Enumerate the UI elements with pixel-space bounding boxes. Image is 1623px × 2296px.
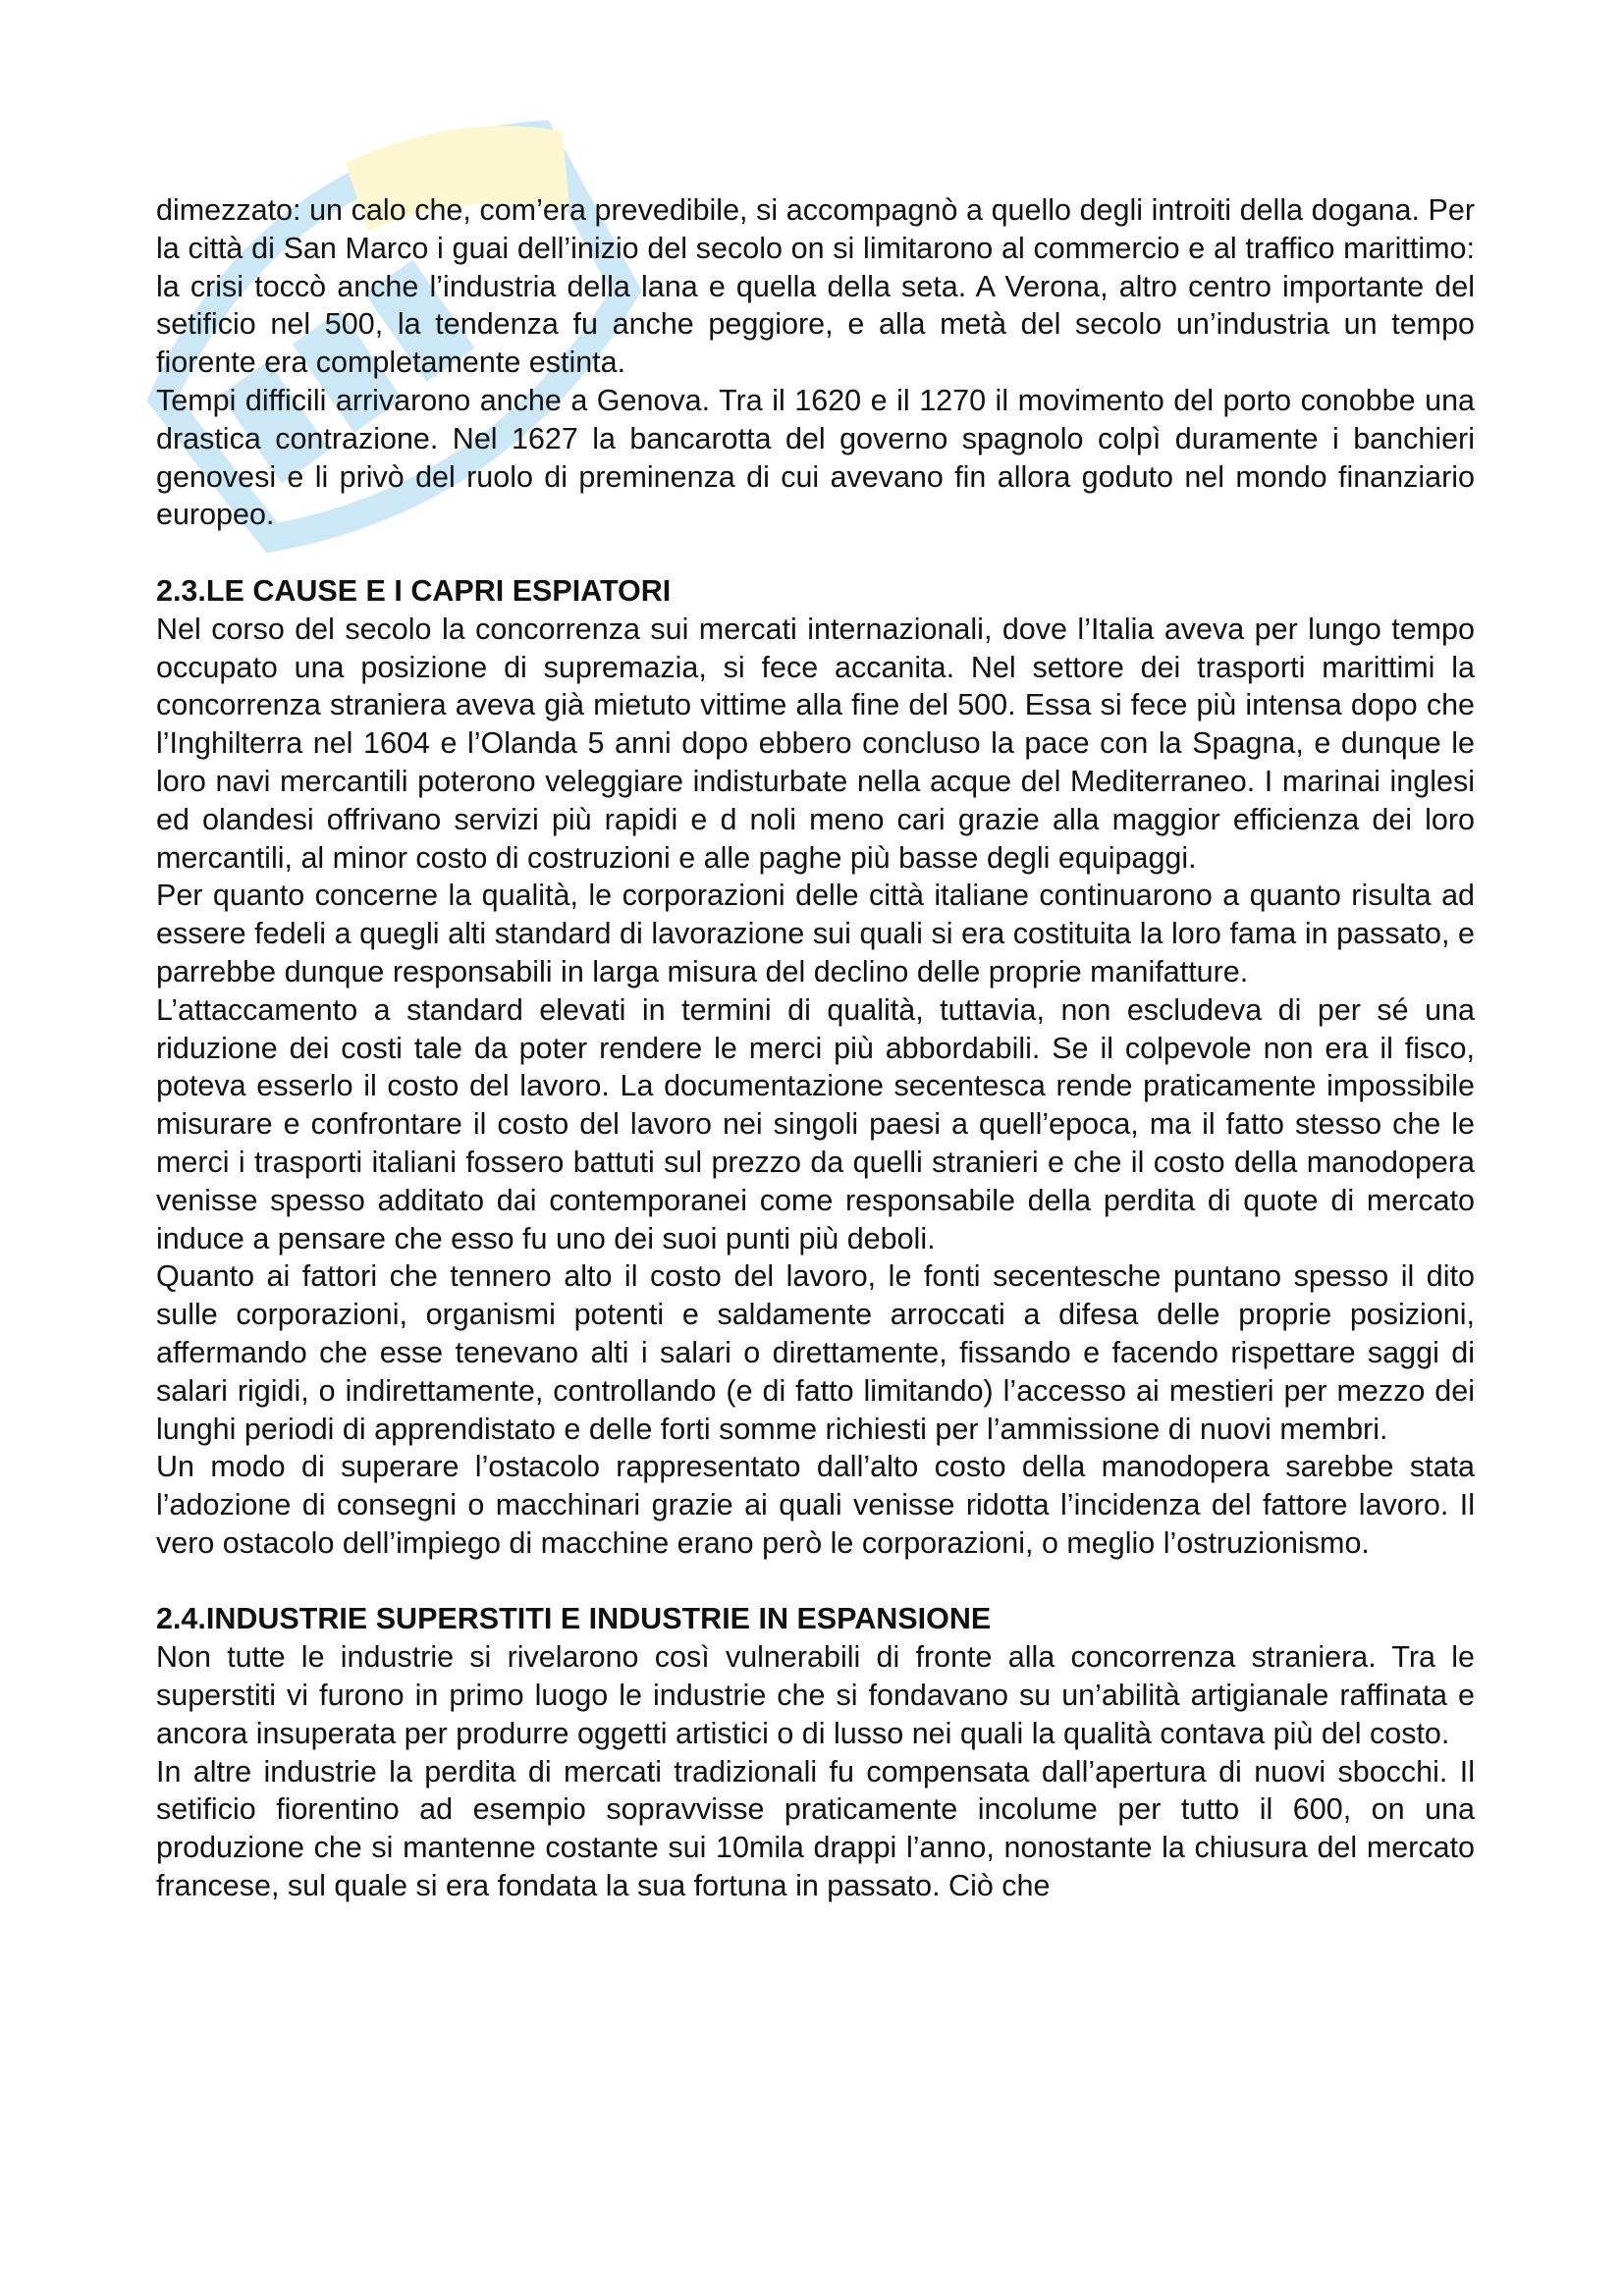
section-heading-2-3: 2.3.LE CAUSE E I CAPRI ESPIATORI [156,573,672,608]
paragraph: Quanto ai fattori che tennero alto il costo del lavoro, le fonti secentesche puntano spesso il dito sulle corporazioni, organismi potenti e saldamente arroccati a difesa delle proprie posizioni, affermando che esse tenevano alti i salari o direttamente, fissando e facendo rispettare saggi di salari rigidi, o indirettamente, controllando (e di fatto limitando) l’accesso ai mestieri per mezzo dei lunghi periodi di apprendistato e delle forti somme richiesti per l’ammissione di nuovi membri. [156,1259,1475,1446]
spacer [156,534,1475,572]
section-heading-2-4: 2.4.INDUSTRIE SUPERSTITI E INDUSTRIE IN ESPANSIONE [156,1602,992,1636]
paragraph: Nel corso del secolo la concorrenza sui mercati internazionali, dove l’Italia aveva per lungo tempo occupato una posizione di supremazia, si fece accanita. Nel settore dei trasporti marittimi la concorrenza straniera aveva già mietuto vittime alla fine del 500. Essa si fece più intensa dopo che l’Inghilterra nel 1604 e l’Olanda 5 anni dopo ebbero concluso la pace con la Spagna, e dunque le loro navi mercantili poterono veleggiare indisturbate nella acque del Mediterraneo. I marinai inglesi ed olandesi offrivano servizi più rapidi e d noli meno cari grazie alla maggior efficienza dei loro mercantili, al minor costo di costruzioni e alle paghe più basse degli equipaggi. [156,612,1475,875]
paragraph: Tempi difficili arrivarono anche a Genova. Tra il 1620 e il 1270 il movimento del porto conobbe una drastica contrazione. Nel 1627 la bancarotta del governo spagnolo colpì duramente i banchieri genovesi e li privò del ruolo di preminenza di cui avevano fin allora goduto nel mondo finanziario europeo. [156,383,1475,532]
paragraph: In altre industrie la perdita di mercati tradizionali fu compensata dall’apertura di nuovi sbocchi. Il setificio fiorentino ad esempio sopravvisse praticamente incolume per tutto il 600, on una produzione che si mantenne costante sui 10mila drappi l’anno, nonostante la chiusura del mercato francese, sul quale si era fondata la sua fortuna in passato. Ciò che [156,1754,1475,1903]
paragraph: Per quanto concerne la qualità, le corporazioni delle città italiane continuarono a quanto risulta ad essere fedeli a quegli alti standard di lavorazione sui quali si era costituita la loro fama in passato, e parrebbe dunque responsabili in larga misura del declino delle proprie manifatture. [156,879,1475,988]
paragraph: dimezzato: un calo che, com’era prevedibile, si accompagnò a quello degli introiti della dogana. Per la città di San Marco i guai dell’inizio del secolo on si limitarono al commercio e al traffico marittimo: la crisi toccò anche l’industria della lana e quella della seta. A Verona, altro centro importante del setificio nel 500, la tendenza fu anche peggiore, e alla metà del secolo un’industria un tempo fiorente era completamente estinta. [156,193,1475,380]
paragraph: L’attaccamento a standard elevati in termini di qualità, tuttavia, non escludeva di per sé una riduzione dei costi tale da poter rendere le merci più abbordabili. Se il colpevole non era il fisco, poteva esserlo il costo del lavoro. La documentazione secentesca rende praticamente impossibile misurare e confrontare il costo del lavoro nei singoli paesi a quell’epoca, ma il fatto stesso che le merci i trasporti italiani fossero battuti sul prezzo da quelli stranieri e che il costo della manodopera venisse spesso additato dai contemporanei come responsabile della perdita di quote di mercato induce a pensare che esso fu uno dei suoi punti più deboli. [156,992,1475,1255]
document-page [156,191,1475,1905]
paragraph: Non tutte le industrie si rivelarono così vulnerabili di fronte alla concorrenza straniera. Tra le superstiti vi furono in primo luogo le industrie che si fondavano su un’abilità artigianale raffinata e ancora insuperata per produrre oggetti artistici o di lusso nei quali la qualità contava più del costo. [156,1640,1475,1750]
spacer [156,1563,1475,1601]
paragraph: Un modo di superare l’ostacolo rappresentato dall’alto costo della manodopera sarebbe stata l’adozione di consegni o macchinari grazie ai quali venisse ridotta l’incidenza del fattore lavoro. Il vero ostacolo dell’impiego di macchine erano però le corporazioni, o meglio l’ostruzionismo. [156,1450,1475,1560]
